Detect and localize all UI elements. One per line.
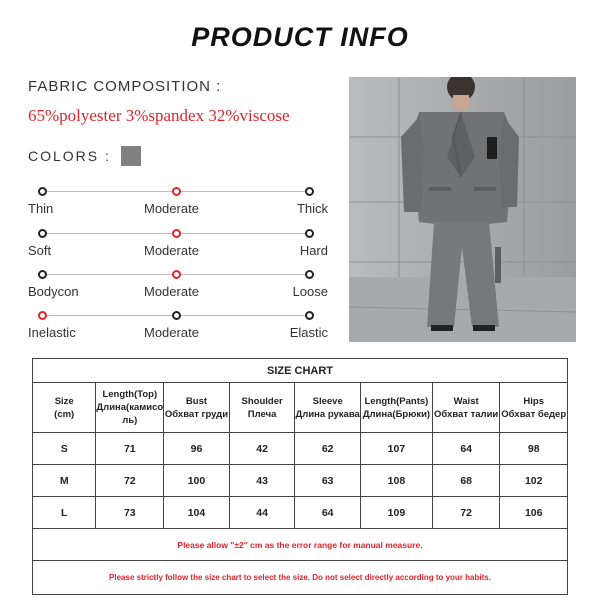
table-cell: 43: [229, 465, 295, 497]
scale-label-middle: Moderate: [144, 284, 199, 299]
table-cell: 98: [500, 433, 568, 465]
size-chart-title: SIZE CHART: [33, 359, 568, 383]
scale-marker-right: [305, 187, 314, 196]
scale-label-middle: Moderate: [144, 243, 199, 258]
scale-marker-right: [305, 311, 314, 320]
product-photo: [349, 77, 576, 342]
scale-marker-right: [305, 229, 314, 238]
scale-label-right: Hard: [299, 243, 328, 258]
size-chart-header-cell: Shoulder Плеча: [229, 383, 295, 433]
model-in-gray-suit-image: [349, 77, 576, 342]
table-cell: 106: [500, 497, 568, 529]
scale-marker-left: [38, 187, 47, 196]
scale-label-right: Elastic: [289, 325, 328, 340]
size-chart-header-cell: Length(Pants) Длина(Брюки): [360, 383, 432, 433]
colors-label: COLORS :: [28, 148, 111, 164]
scale-marker-middle: [172, 270, 181, 279]
table-cell: 72: [432, 497, 500, 529]
table-cell: 63: [295, 465, 361, 497]
table-cell: L: [33, 497, 96, 529]
size-chart-header-cell: Waist Обхват талии: [432, 383, 500, 433]
table-cell: 96: [164, 433, 230, 465]
table-cell: S: [33, 433, 96, 465]
table-cell: 44: [229, 497, 295, 529]
color-swatch-gray[interactable]: [121, 146, 141, 166]
table-cell: 102: [500, 465, 568, 497]
table-cell: 64: [432, 433, 500, 465]
scale-label-right: Loose: [292, 284, 328, 299]
size-chart-header-cell: Sleeve Длина рукава: [295, 383, 361, 433]
fabric-composition-value: 65%polyester 3%spandex 32%viscose: [28, 106, 290, 125]
scale-marker-left: [38, 311, 47, 320]
size-chart-header-row: [33, 383, 568, 433]
table-cell: 64: [295, 497, 361, 529]
table-row: [33, 497, 568, 529]
table-cell: 108: [360, 465, 432, 497]
size-chart-header-cell: Hips Обхват бедер: [500, 383, 568, 433]
size-selection-note: Please strictly follow the size chart to select the size. Do not select directly according to your habits.: [33, 561, 568, 595]
table-cell: 100: [164, 465, 230, 497]
scale-marker-left: [38, 229, 47, 238]
table-row: [33, 465, 568, 497]
scale-marker-right: [305, 270, 314, 279]
size-chart-table: [32, 358, 568, 595]
scale-marker-middle: [172, 187, 181, 196]
colors-row: [28, 146, 141, 166]
table-cell: 71: [96, 433, 164, 465]
scale-label-left: Thin: [28, 201, 54, 216]
table-cell: 62: [295, 433, 361, 465]
error-range-note: Please allow "±2" cm as the error range for manual measure.: [33, 529, 568, 561]
fabric-composition-label: FABRIC COMPOSITION :: [28, 78, 222, 95]
table-cell: M: [33, 465, 96, 497]
table-cell: 42: [229, 433, 295, 465]
scale-label-middle: Moderate: [144, 325, 199, 340]
size-chart-header-cell: Bust Обхват груди: [164, 383, 230, 433]
table-cell: 107: [360, 433, 432, 465]
scale-label-left: Inelastic: [28, 325, 76, 340]
table-row: [33, 433, 568, 465]
size-chart-header-cell: Length(Top) Длина(камисо ль): [96, 383, 164, 433]
scale-marker-left: [38, 270, 47, 279]
table-cell: 72: [96, 465, 164, 497]
page-title: PRODUCT INFO: [191, 22, 409, 52]
scale-label-left: Soft: [28, 243, 52, 258]
table-cell: 68: [432, 465, 500, 497]
scale-label-middle: Moderate: [144, 201, 199, 216]
table-cell: 73: [96, 497, 164, 529]
scale-marker-middle: [172, 229, 181, 238]
scale-label-right: Thick: [296, 201, 328, 216]
table-cell: 109: [360, 497, 432, 529]
scale-marker-middle: [172, 311, 181, 320]
size-chart-header-cell: Size (cm): [33, 383, 96, 433]
table-cell: 104: [164, 497, 230, 529]
scale-label-left: Bodycon: [28, 284, 79, 299]
